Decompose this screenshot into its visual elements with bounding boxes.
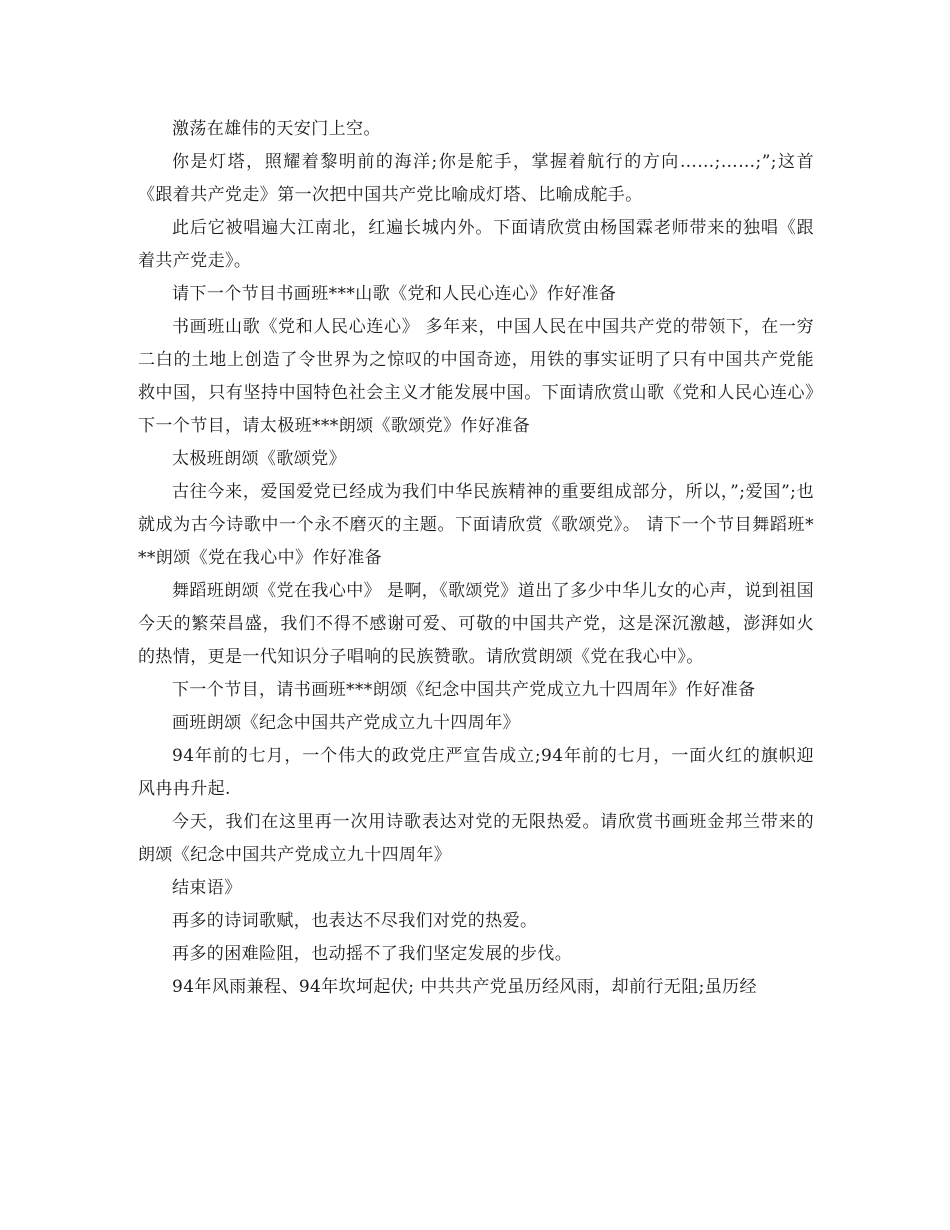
paragraph: 请下一个节目书画班***山歌《党和人民心连心》作好准备: [172, 284, 617, 304]
paragraph: 下一个节目，请书画班***朗颂《纪念中国共产党成立九十四周年》作好准备: [172, 680, 756, 700]
paragraph: 再多的诗词歌赋，也表达不尽我们对党的热爱。: [172, 911, 538, 931]
paragraph: 舞蹈班朗颂《党在我心中》 是啊，《歌颂党》道出了多少中华儿女的心声，说到祖国今天的繁荣昌盛，我们不得不感谢可爱、可敬的中国共产党，这是深沉激越，澎湃如火的热情，更是一代知识分子唱响的民族赞歌。请欣赏朗颂《党在我心中》。: [138, 581, 814, 667]
paragraph: 94年风雨兼程、94年坎坷起伏; 中共共产党虽历经风雨，却前行无阻;虽历经: [172, 977, 757, 997]
paragraph: 激荡在雄伟的天安门上空。: [172, 119, 381, 139]
paragraph: 书画班山歌《党和人民心连心》 多年来，中国人民在中国共产党的带领下，在一穷二白的土地上创造了令世界为之惊叹的中国奇迹，用铁的事实证明了只有中国共产党能救中国，只有坚持中国特色社会主义才能发展中国。下面请欣赏山歌《党和人民心连心》下一个节目，请太极班***朗颂《歌颂党》作好准备: [138, 317, 814, 436]
document-body: [138, 113, 814, 1004]
paragraph: 画班朗颂《纪念中国共产党成立九十四周年》: [172, 713, 520, 733]
paragraph: 太极班朗颂《歌颂党》: [172, 449, 346, 469]
paragraph: 94年前的七月，一个伟大的政党庄严宣告成立;94年前的七月，一面火红的旗帜迎风冉冉升起.: [138, 746, 814, 799]
paragraph: 你是灯塔，照耀着黎明前的海洋;你是舵手，掌握着航行的方向……;……;”;这首《跟着共产党走》第一次把中国共产党比喻成灯塔、比喻成舵手。: [138, 152, 814, 205]
paragraph: 再多的困难险阻，也动摇不了我们坚定发展的步伐。: [172, 944, 573, 964]
paragraph: 此后它被唱遍大江南北，红遍长城内外。下面请欣赏由杨国霖老师带来的独唱《跟着共产党走》。: [138, 218, 814, 271]
paragraph: 结束语》: [172, 878, 242, 898]
paragraph: 今天，我们在这里再一次用诗歌表达对党的无限热爱。请欣赏书画班金邦兰带来的朗颂《纪念中国共产党成立九十四周年》: [138, 812, 814, 865]
paragraph: 古往今来，爱国爱党已经成为我们中华民族精神的重要组成部分，所以，”;爱国”;也就成为古今诗歌中一个永不磨灭的主题。下面请欣赏《歌颂党》。 请下一个节目舞蹈班***朗颂《党在我心中》作好准备: [138, 482, 814, 568]
